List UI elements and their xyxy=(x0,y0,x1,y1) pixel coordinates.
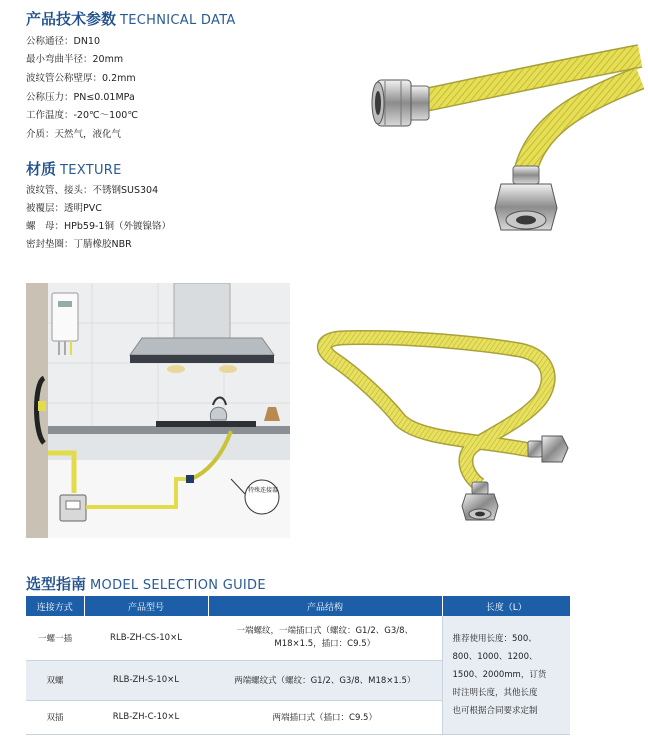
table-row xyxy=(26,616,570,660)
selection-guide-title xyxy=(26,573,266,594)
technical-data-title xyxy=(26,8,236,29)
spec-wall-thickness: 波纹管公称壁厚：0.2mm xyxy=(26,73,136,84)
kitchen-installation-illustration xyxy=(26,283,290,538)
length-line: 推荐使用长度：500、 xyxy=(452,633,537,644)
spec-material-tube: 波纹管、接头：不锈钢SUS304 xyxy=(26,185,159,196)
header-connection-method: 连接方式 xyxy=(26,596,84,616)
row-structure: 两端螺纹式（螺纹：G1/2、G3/8、M18×1.5） xyxy=(208,660,442,700)
table-header-row xyxy=(26,596,570,616)
coiled-hose-photo xyxy=(300,300,580,530)
row-method: 双螺 xyxy=(26,660,84,700)
header-model: 产品型号 xyxy=(84,596,208,616)
technical-title-cn: 产品技术参数 xyxy=(26,10,117,28)
guide-title-en: MODEL SELECTION GUIDE xyxy=(90,578,266,593)
length-line: 800、1000、1200、 xyxy=(452,651,538,662)
spec-material-gasket: 密封垫圈：丁腈橡胶NBR xyxy=(26,239,132,250)
row-structure-line1: 一端螺纹，一端插口式（螺纹：G1/2、G3/8、 xyxy=(236,625,414,636)
spec-bend-radius: 最小弯曲半径：20mm xyxy=(26,54,124,65)
length-line: 1500、2000mm，订货 xyxy=(452,669,547,680)
spec-pressure: 公称压力：PN≤0.01MPa xyxy=(26,92,135,103)
spec-temperature: 工作温度：-20℃～100℃ xyxy=(26,110,138,121)
row-model: RLB-ZH-S-10×L xyxy=(84,660,208,700)
spec-material-nut: 螺 母：HPb59-1铜（外镀镍铬） xyxy=(26,221,171,232)
kitchen-scene xyxy=(26,283,290,538)
length-line: 也可根据合同要求定制 xyxy=(452,705,538,716)
header-structure: 产品结构 xyxy=(208,596,442,616)
row-structure xyxy=(208,616,442,660)
row-model: RLB-ZH-CS-10×L xyxy=(84,616,208,660)
row-method: 一螺一插 xyxy=(26,616,84,660)
length-cell xyxy=(442,616,570,734)
row-model: RLB-ZH-C-10×L xyxy=(84,700,208,734)
texture-title-cn: 材质 xyxy=(26,160,57,178)
row-structure-line2: M18×1.5，插口：C9.5） xyxy=(274,638,376,649)
row-structure: 两端插口式（插口：C9.5） xyxy=(208,700,442,734)
texture-title xyxy=(26,158,122,179)
texture-title-en: TEXTURE xyxy=(60,163,122,178)
technical-title-en: TECHNICAL DATA xyxy=(120,13,236,28)
guide-title-cn: 选型指南 xyxy=(26,575,87,593)
selection-table xyxy=(26,596,570,735)
spec-material-coating: 被覆层：透明PVC xyxy=(26,203,102,214)
length-line: 时注明长度，其他长度 xyxy=(452,687,538,698)
hose-product-photo xyxy=(365,8,645,233)
spec-medium: 介质：天然气，液化气 xyxy=(26,129,122,140)
header-length: 长度（L） xyxy=(442,596,570,616)
row-method: 双插 xyxy=(26,700,84,734)
special-connector-callout: 特殊连接器 xyxy=(248,487,279,494)
spec-bore: 公称通径：DN10 xyxy=(26,36,101,47)
